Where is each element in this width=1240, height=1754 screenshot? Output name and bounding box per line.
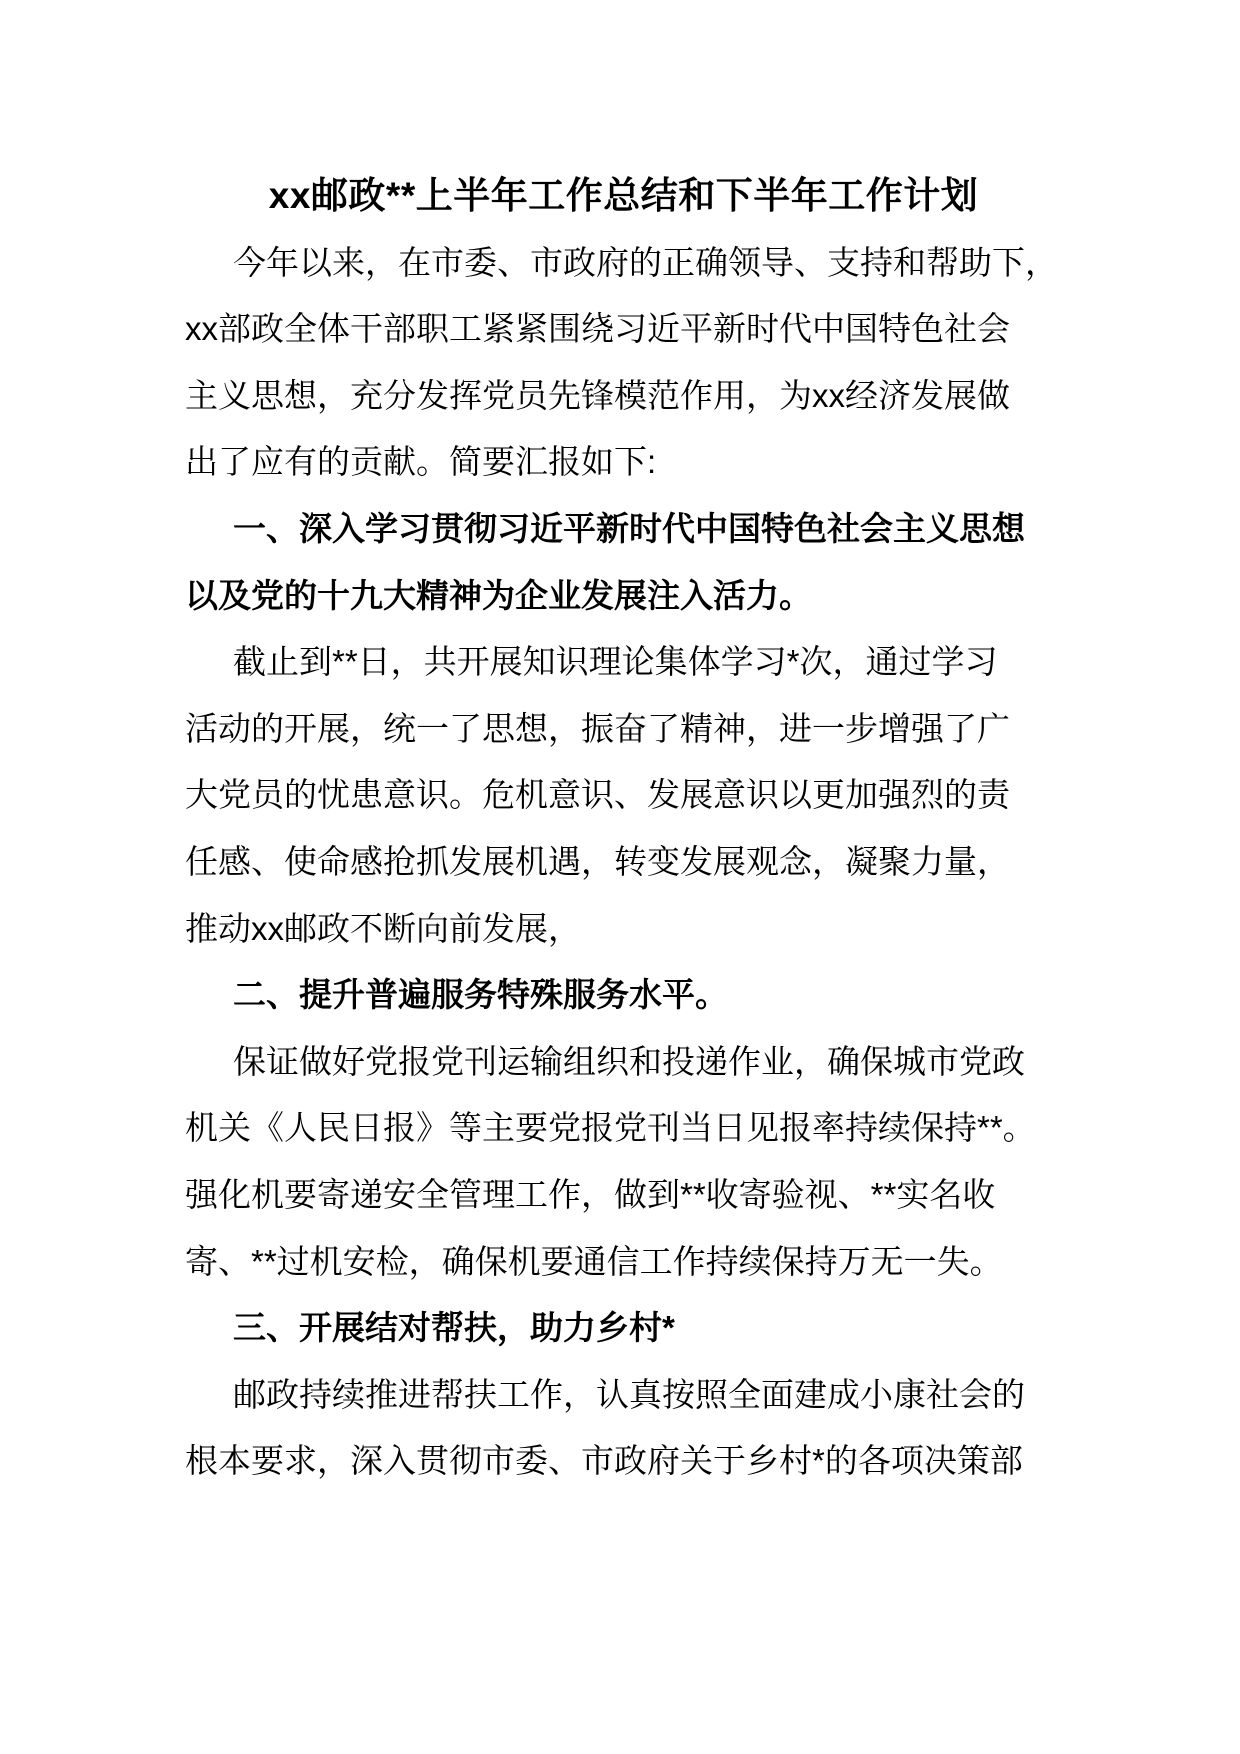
- text-line: 截止到**日，共开展知识理论集体学习*次，通过学习: [233, 643, 998, 681]
- text-line: 二、提升普遍服务特殊服务水平。: [233, 976, 728, 1014]
- section-heading: [185, 962, 1062, 1029]
- body-paragraph: [185, 1362, 1062, 1495]
- body-paragraph: [185, 230, 1062, 496]
- body-paragraph: [185, 1029, 1062, 1295]
- text-line: 根本要求，深入贯彻市委、市政府关于乡村*的各项决策部: [185, 1442, 1023, 1480]
- body-paragraph: [185, 629, 1062, 962]
- text-line: 保证做好党报党刊运输组织和投递作业，确保城市党政: [233, 1042, 1025, 1080]
- text-line: 强化机要寄递安全管理工作，做到**收寄验视、**实名收: [185, 1175, 996, 1213]
- text-line: 机关《人民日报》等主要党报党刊当日见报率持续保持**。: [185, 1109, 1036, 1147]
- text-line: 一、深入学习贯彻习近平新时代中国特色社会主义思想: [233, 509, 1025, 547]
- text-line: 三、开展结对帮扶，助力乡村*: [233, 1309, 675, 1347]
- text-line: 任感、使命感抢抓发展机遇，转变发展观念，凝聚力量，: [185, 842, 1010, 880]
- text-line: 主义思想，充分发挥党员先锋模范作用，为xx经济发展做: [185, 376, 1010, 414]
- text-line: 大党员的忧患意识。危机意识、发展意识以更加强烈的责: [185, 776, 1010, 814]
- document-title: xx邮政**上半年工作总结和下半年工作计划: [268, 175, 979, 216]
- text-line: 以及党的十九大精神为企业发展注入活力。: [185, 576, 812, 614]
- text-line: xx部政全体干部职工紧紧围绕习近平新时代中国特色社会: [185, 310, 1010, 348]
- text-line: 出了应有的贡献。简要汇报如下:: [185, 443, 657, 481]
- section-heading: [185, 1295, 1062, 1362]
- text-line: 今年以来，在市委、市政府的正确领导、支持和帮助下，: [233, 243, 1058, 281]
- section-heading: [185, 496, 1062, 629]
- text-line: 邮政持续推进帮扶工作，认真按照全面建成小康社会的: [233, 1375, 1025, 1413]
- text-line: 活动的开展，统一了思想，振奋了精神，进一步增强了广: [185, 709, 1010, 747]
- text-line: 推动xx邮政不断向前发展，: [185, 909, 581, 947]
- text-line: 寄、**过机安检，确保机要通信工作持续保持万无一失。: [185, 1242, 1003, 1280]
- document-body: [185, 230, 1062, 1495]
